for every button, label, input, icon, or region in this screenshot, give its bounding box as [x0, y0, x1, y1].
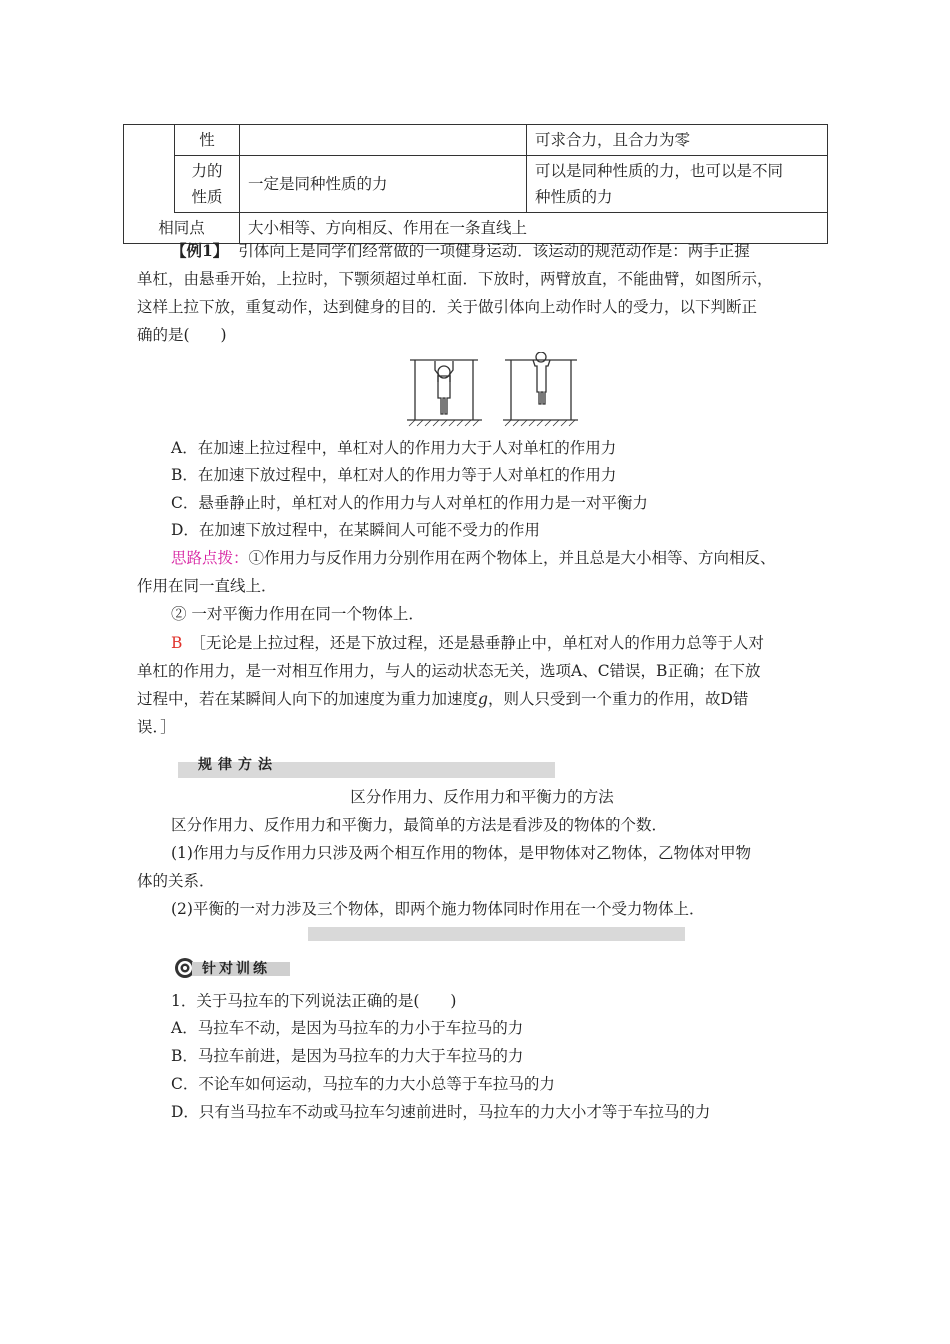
table-cell: 大小相等、方向相反、作用在一条直线上: [240, 213, 828, 244]
table-cell-text: 性质: [191, 188, 223, 206]
pullup-figure: [405, 352, 580, 428]
table-cell: 性: [175, 125, 240, 156]
table-cell-text: 可以是同种性质的力，也可以是不同: [535, 162, 784, 180]
option-d: D．在加速下放过程中，在某瞬间人可能不受力的作用: [171, 521, 540, 539]
method-paragraph: (1)作用力与反作用力只涉及两个相互作用的物体，是甲物体对乙物体，乙物体对甲物: [171, 844, 751, 862]
answer-text: ［无论是上拉过程，还是下放过程，还是悬垂静止中，单杠对人的作用力总等于人对: [190, 634, 764, 652]
training-tag: 针对训练: [202, 961, 270, 977]
method-end-banner: [308, 927, 685, 941]
option-a: A．在加速上拉过程中，单杠对人的作用力大于人对单杠的作用力: [171, 439, 617, 457]
method-paragraph: 体的关系．: [137, 872, 215, 890]
hint-line: ② 一对平衡力作用在同一个物体上．: [171, 605, 424, 623]
answer-text: 过程中，若在某瞬间人向下的加速度为重力加速度: [137, 690, 479, 708]
method-paragraph: 区分作用力、反作用力和平衡力，最简单的方法是看涉及的物体的个数．: [171, 816, 668, 834]
option-c: C．不论车如何运动，马拉车的力大小总等于车拉马的力: [171, 1075, 555, 1093]
table-row: [124, 125, 828, 156]
option-a: A．马拉车不动，是因为马拉车的力小于车拉马的力: [171, 1019, 524, 1037]
example-tag: 【例1】: [171, 241, 229, 260]
answer-line: 误．］: [137, 718, 176, 736]
table-cell: [527, 156, 828, 213]
table-cell: 可求合力，且合力为零: [527, 125, 828, 156]
option-c: C．悬垂静止时，单杠对人的作用力与人对单杠的作用力是一对平衡力: [171, 494, 648, 512]
example-line: 这样上拉下放，重复动作，达到健身的目的．关于做引体向上动作时人的受力，以下判断正: [137, 298, 758, 316]
option-b: B．在加速下放过程中，单杠对人的作用力等于人对单杠的作用力: [171, 466, 617, 484]
table-cell: 相同点: [124, 213, 240, 244]
person-body: [438, 376, 450, 414]
table-row: [124, 213, 828, 244]
answer-text: ，则人只受到一个重力的作用，故D错: [487, 690, 749, 708]
table-cell: [124, 125, 175, 213]
example-line: 单杠，由悬垂开始，上拉时，下颚须超过单杠面．下放时，两臂放直，不能曲臂，如图所示，: [137, 270, 773, 288]
option-b: B．马拉车前进，是因为马拉车的力大于车拉马的力: [171, 1047, 524, 1065]
table-row: [124, 156, 828, 213]
method-paragraph: (2)平衡的一对力涉及三个物体，即两个施力物体同时作用在一个受力物体上．: [171, 900, 705, 918]
table-cell-text: 力的: [191, 162, 223, 180]
hint-line: 作用在同一直线上．: [137, 577, 277, 595]
table-cell: [240, 125, 527, 156]
option-d: D．只有当马拉车不动或马拉车匀速前进时，马拉车的力大小才等于车拉马的力: [171, 1103, 711, 1121]
example-line: 确的是( ): [137, 326, 227, 344]
hint-text: ①作用力与反作用力分别作用在两个物体上，并且总是大小相等、方向相反、: [248, 549, 776, 567]
hint-label: 思路点拨：: [171, 549, 249, 567]
answer-line: [137, 688, 827, 710]
comparison-table: [123, 124, 828, 244]
method-title: 区分作用力、反作用力和平衡力的方法: [350, 788, 614, 806]
example-text: 引体向上是同学们经常做的一项健身运动．该运动的规范动作是：两手正握: [238, 242, 750, 260]
person-body: [533, 360, 550, 404]
answer-line: 单杠的作用力，是一对相互作用力，与人的运动状态无关，选项A、C错误，B正确；在下放: [137, 662, 761, 680]
answer-text: g: [478, 690, 488, 708]
table-cell: 一定是同种性质的力: [240, 156, 527, 213]
method-tag: 规律方法: [198, 757, 278, 773]
hint-line: [171, 547, 861, 569]
example-line: [137, 240, 827, 262]
answer-line: [171, 632, 861, 654]
question-text: 1．关于马拉车的下列说法正确的是( ): [171, 992, 457, 1010]
table-cell-text: 种性质的力: [535, 188, 613, 206]
table-cell: [175, 156, 240, 213]
answer-letter: B: [171, 634, 183, 652]
